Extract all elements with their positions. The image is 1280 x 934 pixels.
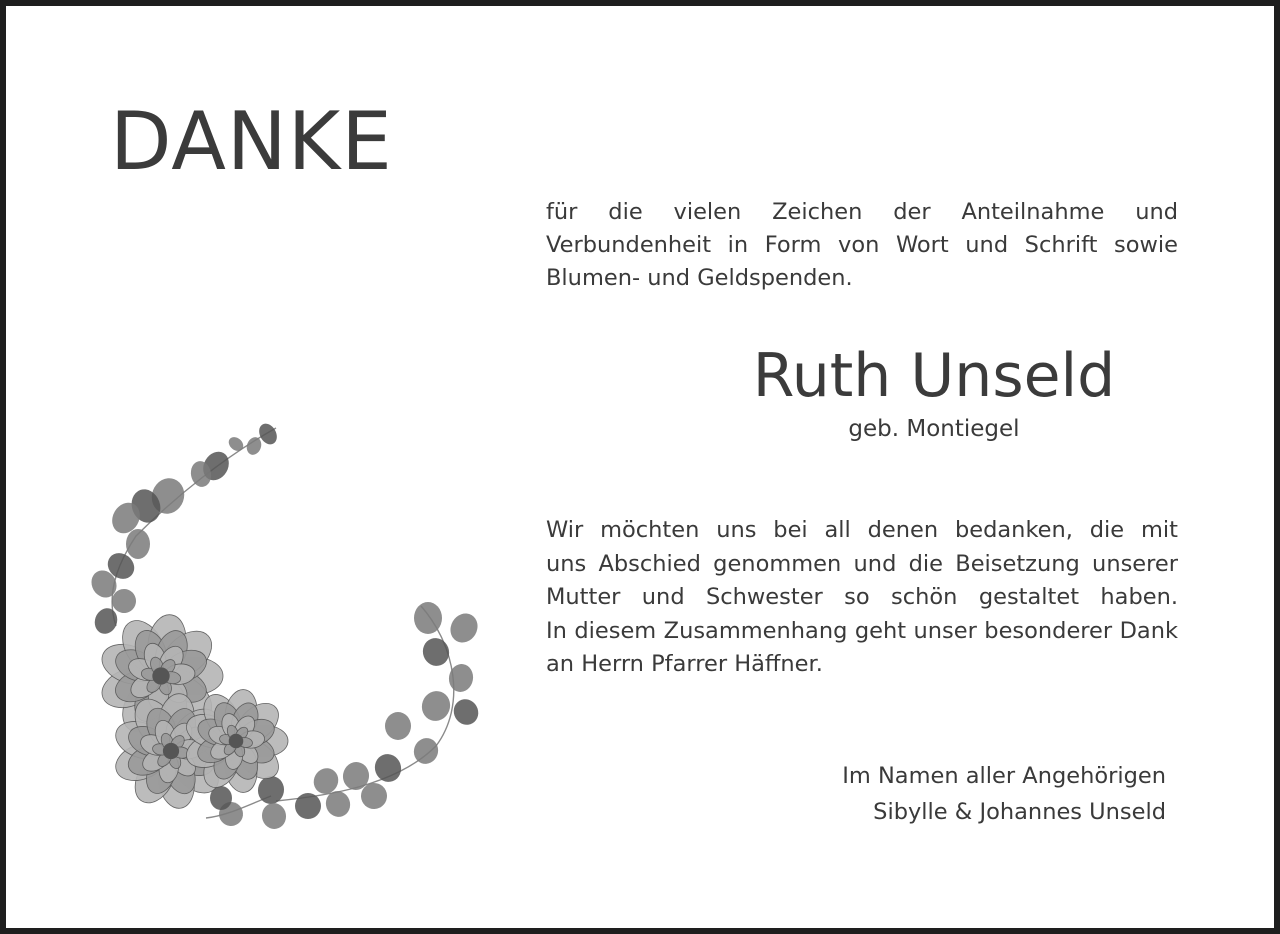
stem (112, 428, 276, 626)
maiden-name: geb. Montiegel (848, 416, 1020, 442)
leaf (371, 750, 405, 785)
message-line: uns Abschied genommen und die Beisetzung unserer (546, 550, 1178, 577)
page-title: DANKE (110, 95, 393, 188)
signature-line: Im Namen aller Angehörigen (842, 763, 1166, 789)
signature-names: Sibylle & Johannes Unseld (873, 799, 1166, 825)
floral-wreath-icon (76, 406, 516, 856)
message-line: In diesem Zusammenhang geht unser besonderer Dank (546, 617, 1178, 644)
leaf (295, 793, 321, 819)
message-line: Mutter und Schwester so schön gestaltet haben. (546, 584, 1178, 610)
message-line: Wir möchten uns bei all denen bedanken, die mit (546, 517, 1178, 543)
leaf (418, 687, 455, 725)
thank-you-message (546, 514, 1178, 682)
leaf (260, 801, 288, 831)
leaf (126, 529, 150, 559)
leaf (449, 695, 483, 730)
leaf (414, 602, 442, 634)
message-line: an Herrn Pfarrer Häffner. (546, 651, 823, 677)
leaf (445, 609, 483, 648)
deceased-name: Ruth Unseld (752, 341, 1116, 411)
leaf (419, 634, 453, 669)
leaf (226, 434, 246, 453)
intro-text: für die vielen Zeichen der Anteilnahme und Verbundenheit in Form von Wort und Schrift sowie Blumen- und Geldspenden. (546, 199, 1178, 291)
leaf (256, 774, 286, 806)
leaf (385, 712, 411, 740)
leaf (244, 435, 263, 457)
signature (842, 758, 1166, 830)
